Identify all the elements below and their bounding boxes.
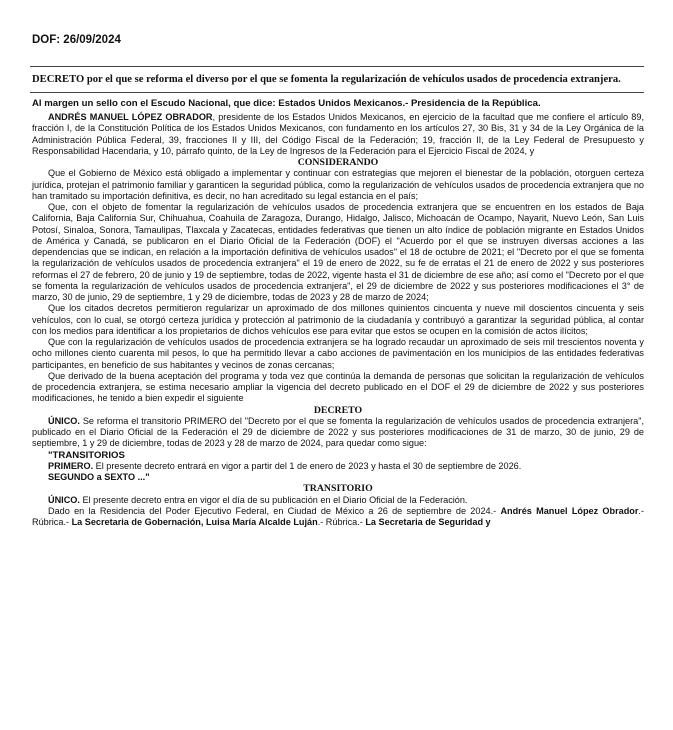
considerando-paragraph: Que los citados decretos permitieron regularizar un aproximado de dos millones quinientos cincuenta y nueve mil doscientos cincuenta y seis vehículos, con lo cual, se otorgó certeza jurídica y protección al patrimonio de la ciudadanía y contribuyó a garantizar la seguridad pública, al contar con los medios para identificar a los propietarios de dichos vehículos ese para evitar que estos se ocupen en la comisión de actos ilícitos;: [32, 303, 644, 336]
signatory-president: Andrés Manuel López Obrador: [500, 505, 639, 516]
considerando-paragraph: Que el Gobierno de México está obligado a implementar y continuar con estrategias que mejoren el bienestar de la población, otorguen certeza jurídica, protejan el patrimonio familiar y garanticen la seguridad pública, como la regularización de vehículos usados de procedencia extranjera que no han tramitado su importación definitiva, es decir, no han acreditado su legal estancia en el país;: [32, 168, 644, 201]
preamble-text: , presidente de los Estados Unidos Mexicanos, en ejercicio de la facultad que me confiere el artículo 89, fracción I, de la Constitución Política de los Estados Unidos Mexicanos, con fundamento en los artículos 27, 30 Bis, 31 y 34 de la Ley Orgánica de la Administración Pública Federal, 39, fracciones II y III, del Código Fiscal de la Federación; 19, fracción II, de la Ley Federal de Presupuesto y Responsabilidad Hacendaria, y 10, párrafo quinto, de la Ley de Ingresos de la Federación para el Ejercicio Fiscal de 2024, y: [32, 112, 644, 156]
decreto-heading: DECRETO: [313, 404, 363, 416]
dof-date: DOF: 26/09/2024: [32, 34, 121, 46]
considerando-paragraph: Que con la regularización de vehículos usados de procedencia extranjera se ha logrado recaudar un aproximado de seis mil trescientos noventa y ocho millones ciento cuarenta mil pesos, lo que ha permitido llevar a cabo acciones de pavimentación en los municipios de las entidades federativas participantes, en beneficio de sus habitantes y vecinos de zonas cercanas;: [32, 337, 644, 370]
primero-label: PRIMERO.: [48, 460, 94, 471]
primero-paragraph: [32, 461, 644, 472]
signatory-gobernacion: La Secretaria de Gobernación, Luisa María Alcalde Luján: [71, 517, 318, 527]
decreto-unico-label: ÚNICO.: [48, 415, 80, 426]
signatory-seguridad: La Secretaria de Seguridad y: [365, 517, 491, 527]
decreto-unico-paragraph: [32, 416, 644, 450]
closing-text-b: .- Rúbrica.-: [32, 505, 644, 527]
primero-text: El presente decreto entrará en vigor a partir del 1 de enero de 2023 y hasta el 30 de septiembre de 2026.: [93, 460, 522, 471]
title-rule-top: [30, 66, 644, 67]
closing-text-c: .- Rúbrica.-: [317, 517, 366, 527]
transitorio-unico-text: El presente decreto entra en vigor el día de su publicación en el Diario Oficial de la Federación.: [79, 494, 468, 505]
closing-paragraph: [32, 506, 644, 529]
decreto-unico-text: Se reforma el transitorio PRIMERO del "Decreto por el que se fomenta la regularización de vehículos usados de procedencia extranjera", publicado en el Diario Oficial de la Federación el 29 de diciembre de 2022 y sus posteriores modificaciones de 31 de marzo, 30 de junio, 29 de septiembre, 1 y 29 de diciembre, todas de 2023 y 28 de marzo de 2024, para quedar como sigue:: [32, 415, 644, 449]
decree-body: [32, 112, 644, 528]
considerando-heading: CONSIDERANDO: [297, 157, 379, 168]
transitorio-heading: TRANSITORIO: [303, 483, 373, 495]
transitorio-unico-label: ÚNICO.: [48, 494, 80, 505]
president-name: ANDRÉS MANUEL LÓPEZ OBRADOR: [48, 112, 213, 122]
considerando-paragraph: Que derivado de la buena aceptación del programa y toda vez que continúa la demanda de personas que solicitan la regularización de vehículos de procedencia extranjera, se estima necesario ampliar la vigencia del decreto publicado en el DOF el 29 de diciembre de 2022 y sus posteriores modificaciones, he tenido a bien expedir el siguiente: [32, 370, 644, 404]
seal-margin-note: Al margen un sello con el Escudo Nacional, que dice: Estados Unidos Mexicanos.- Presidencia de la República.: [32, 98, 541, 109]
segundo-sexto-line: SEGUNDO a SEXTO ...": [48, 472, 150, 482]
closing-text-a: Dado en la Residencia del Poder Ejecutivo Federal, en Ciudad de México a 26 de septiembre de 2024.-: [48, 505, 501, 516]
considerando-paragraph: Que, con el objeto de fomentar la regularización de vehículos usados de procedencia extranjera que se encuentren en los estados de Baja California, Baja California Sur, Chihuahua, Coahuila de Zaragoza, Durango, Hidalgo, Jalisco, Michoacán de Ocampo, Nayarit, Nuevo León, San Luis Potosí, Sinaloa, Sonora, Tamaulipas, Tlaxcala y Zacatecas, entidades federativas que tienen un alto índice de población migrante en Estados Unidos de América y Canadá, se publicaron en el Diario Oficial de la Federación (DOF) el "Acuerdo por el que se instruyen diversas acciones a las dependencias que se indican, en relación a la importación definitiva de vehículos usados" el 18 de octubre de 2021; el "Decreto por el que se fomenta la regularización de vehículos usados de procedencia extranjera" el 19 de enero de 2022, su fe de erratas el 21 de enero de 2022 y sus posteriores reformas el 27 de febrero, 20 de junio y 19 de septiembre, todas de 2022, vigente hasta el 31 de diciembre de ese año; así como el "Decreto por el que se fomenta la regularización de vehículos usados de procedencia extranjera", el 29 de diciembre de 2022 y sus posteriores modificaciones el 3° de marzo, 30 de junio, 29 de septiembre, 1 y 29 de diciembre, todas de 2023 y 28 de marzo de 2024;: [32, 202, 644, 302]
decree-title: DECRETO por el que se reforma el diverso por el que se fomenta la regularización de vehículos usados de procedencia extranjera.: [32, 74, 621, 85]
title-rule-bottom: [30, 92, 644, 93]
transitorio-unico-paragraph: [32, 495, 644, 506]
preamble-paragraph: [32, 112, 644, 157]
transitorios-heading: "TRANSITORIOS: [48, 449, 125, 461]
